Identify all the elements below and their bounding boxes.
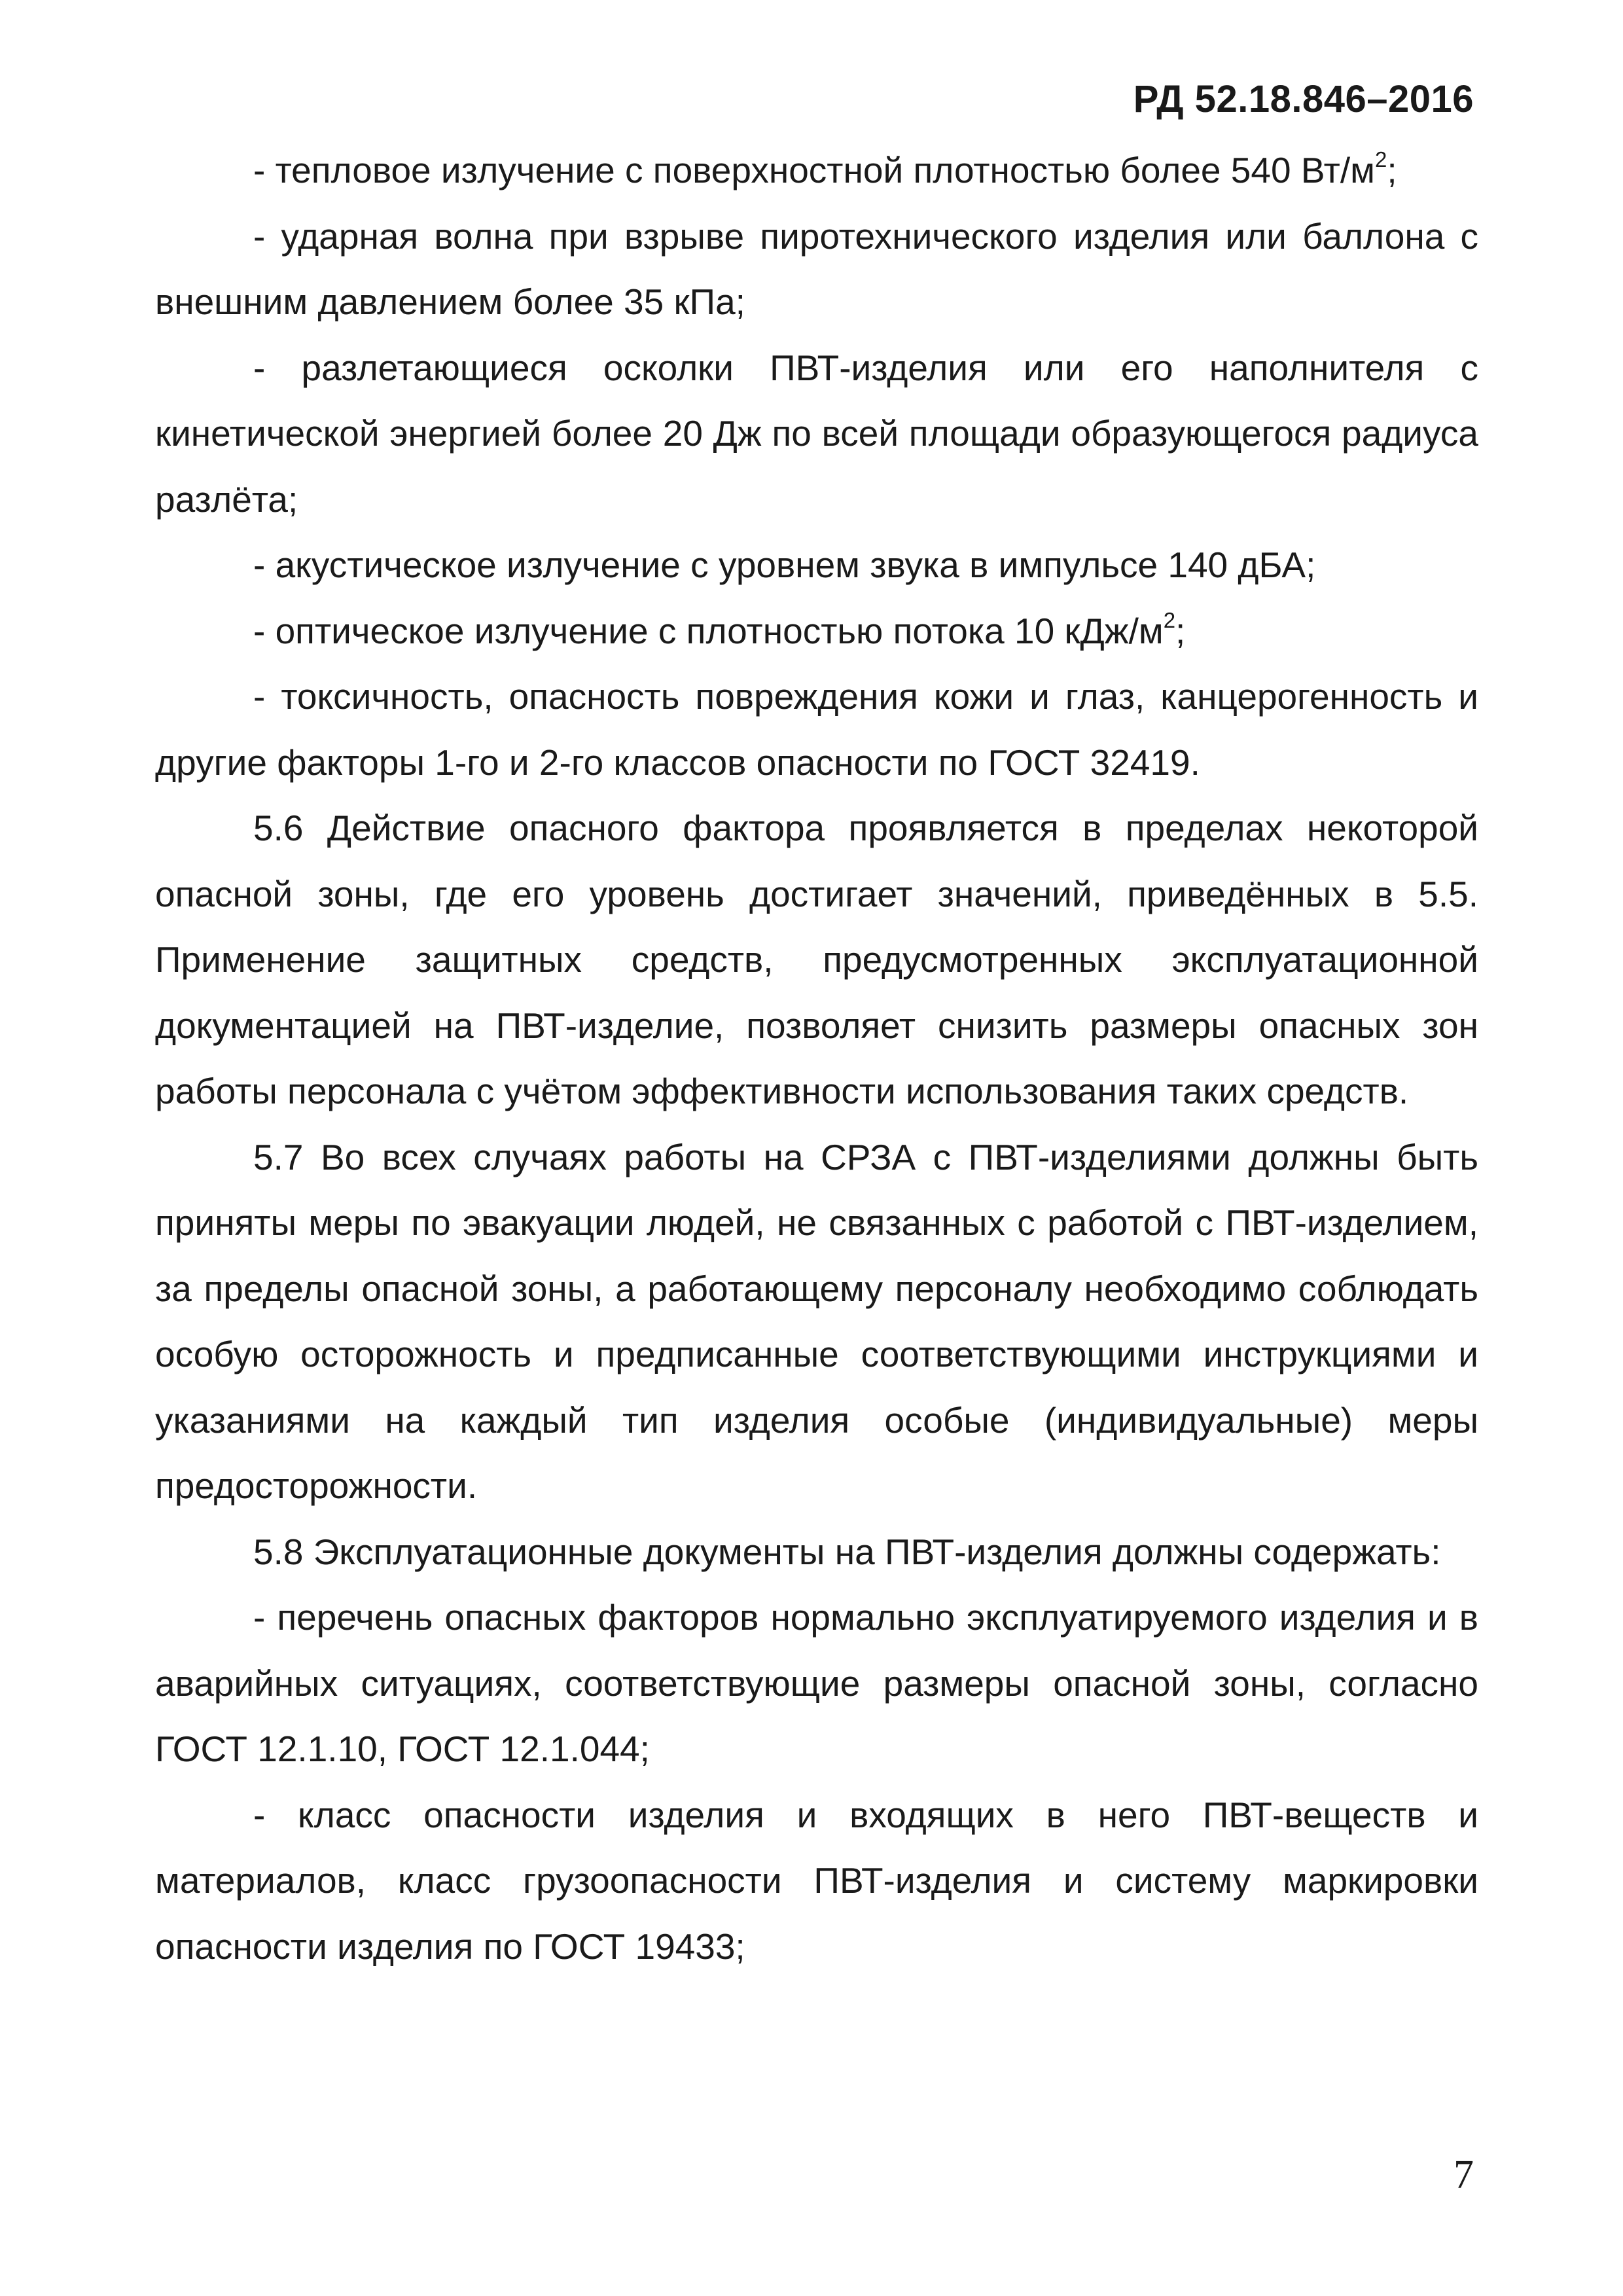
list-item-shock-wave: - ударная волна при взрыве пиротехнического изделия или баллона с внешним давлением более 35 кПа;: [155, 215, 1478, 322]
clause-5-7: 5.7 Во всех случаях работы на СРЗА с ПВТ-изделиями должны быть приняты меры по эвакуации людей, не связанных с работой с ПВТ-изделием, за пределы опасной зоны, а работающему персоналу необходимо соблюдать особую осторожность и предписанные соответствующими инструкциями и указаниями на каждый тип изделия особые (индивидуальные) меры предосторожности.: [155, 1136, 1478, 1506]
clause-5-6: 5.6 Действие опасного фактора проявляется в пределах некоторой опасной зоны, где его уровень достигает значений, приведённых в 5.5. Применение защитных средств, предусмотренных эксплуатационной документацией на ПВТ-изделие, позволяет снизить размеры опасных зон работы персонала с учётом эффективности использования таких средств.: [155, 808, 1478, 1111]
paragraph-text: - тепловое излучение с поверхностной плотностью более 540 Вт/м: [253, 150, 1375, 190]
clause-5-8: 5.8 Эксплуатационные документы на ПВТ-изделия должны содержать:: [253, 1531, 1441, 1572]
list-item-fragments: - разлетающиеся осколки ПВТ-изделия или его наполнителя с кинетической энергией более 20 Дж по всей площади образующегося радиуса разлёта;: [155, 347, 1478, 520]
superscript: 2: [1374, 147, 1387, 171]
document-body: [155, 137, 1478, 1979]
page-number: 7: [1454, 2153, 1474, 2197]
paragraph-text-tail: ;: [1175, 610, 1186, 651]
list-item-optical-radiation: [155, 598, 1478, 664]
list-item-acoustic-radiation: - акустическое излучение с уровнем звука в импульсе 140 дБА;: [253, 545, 1316, 585]
list-item-toxicity: - токсичность, опасность повреждения кожи и глаз, канцерогенность и другие факторы 1-го и 2-го классов опасности по ГОСТ 32419.: [155, 676, 1478, 783]
list-item-hazard-list: - перечень опасных факторов нормально эксплуатируемого изделия и в аварийных ситуациях, соответствующие размеры опасной зоны, согласно ГОСТ 12.1.10, ГОСТ 12.1.044;: [155, 1597, 1478, 1769]
list-item-thermal-radiation: [155, 137, 1478, 204]
list-item-hazard-class: - класс опасности изделия и входящих в него ПВТ-веществ и материалов, класс грузоопасности ПВТ-изделия и систему маркировки опасности изделия по ГОСТ 19433;: [155, 1794, 1478, 1967]
document-code: РД 52.18.846–2016: [1133, 78, 1474, 120]
superscript: 2: [1163, 607, 1176, 632]
paragraph-text-tail: ;: [1387, 150, 1397, 190]
paragraph-text: - оптическое излучение с плотностью потока 10 кДж/м: [253, 610, 1164, 651]
